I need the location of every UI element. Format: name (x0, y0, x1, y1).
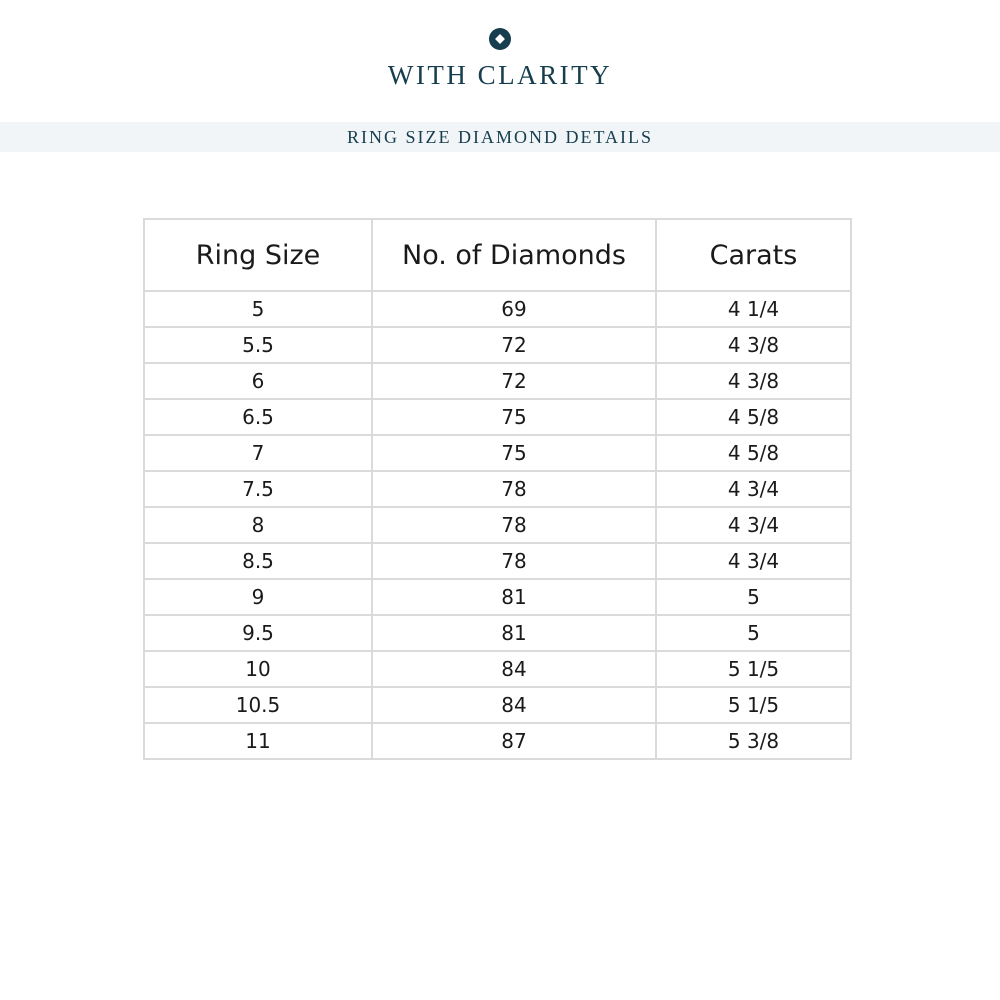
ring-size-table-container (143, 218, 852, 760)
cell-ring-size: 9 (144, 579, 372, 615)
cell-ring-size: 8 (144, 507, 372, 543)
table-row (144, 507, 851, 543)
table-row (144, 723, 851, 759)
table-row (144, 687, 851, 723)
ring-size-table (143, 218, 852, 760)
table-row (144, 291, 851, 327)
cell-diamond-count: 84 (372, 651, 656, 687)
cell-carats: 4 5/8 (656, 435, 851, 471)
cell-carats: 4 5/8 (656, 399, 851, 435)
cell-carats: 5 (656, 579, 851, 615)
cell-ring-size: 9.5 (144, 615, 372, 651)
cell-ring-size: 8.5 (144, 543, 372, 579)
cell-diamond-count: 81 (372, 615, 656, 651)
cell-diamond-count: 87 (372, 723, 656, 759)
diamond-logo-icon (489, 28, 511, 50)
cell-diamond-count: 72 (372, 363, 656, 399)
table-row (144, 651, 851, 687)
cell-diamond-count: 84 (372, 687, 656, 723)
table-row (144, 579, 851, 615)
table-row (144, 399, 851, 435)
column-header-diamond-count: No. of Diamonds (372, 219, 656, 291)
cell-ring-size: 10 (144, 651, 372, 687)
cell-diamond-count: 69 (372, 291, 656, 327)
table-row (144, 471, 851, 507)
column-header-ring-size: Ring Size (144, 219, 372, 291)
table-row (144, 435, 851, 471)
cell-carats: 5 1/5 (656, 687, 851, 723)
cell-carats: 5 1/5 (656, 651, 851, 687)
cell-ring-size: 5.5 (144, 327, 372, 363)
page-title: RING SIZE DIAMOND DETAILS (346, 127, 654, 147)
cell-carats: 5 3/8 (656, 723, 851, 759)
cell-carats: 4 3/4 (656, 471, 851, 507)
table-row (144, 363, 851, 399)
table-row (144, 543, 851, 579)
title-banner (0, 122, 1000, 152)
cell-carats: 4 3/4 (656, 543, 851, 579)
cell-diamond-count: 75 (372, 399, 656, 435)
cell-diamond-count: 78 (372, 543, 656, 579)
table-row (144, 327, 851, 363)
cell-carats: 4 3/8 (656, 327, 851, 363)
cell-ring-size: 11 (144, 723, 372, 759)
cell-ring-size: 7 (144, 435, 372, 471)
brand-name: WITH CLARITY (387, 60, 613, 90)
cell-ring-size: 7.5 (144, 471, 372, 507)
table-row (144, 615, 851, 651)
column-header-carats: Carats (656, 219, 851, 291)
cell-carats: 4 3/8 (656, 363, 851, 399)
cell-ring-size: 6 (144, 363, 372, 399)
cell-ring-size: 6.5 (144, 399, 372, 435)
cell-carats: 4 3/4 (656, 507, 851, 543)
cell-diamond-count: 78 (372, 471, 656, 507)
cell-diamond-count: 78 (372, 507, 656, 543)
cell-ring-size: 10.5 (144, 687, 372, 723)
cell-ring-size: 5 (144, 291, 372, 327)
cell-diamond-count: 81 (372, 579, 656, 615)
cell-carats: 4 1/4 (656, 291, 851, 327)
table-header-row (144, 219, 851, 291)
cell-carats: 5 (656, 615, 851, 651)
cell-diamond-count: 72 (372, 327, 656, 363)
cell-diamond-count: 75 (372, 435, 656, 471)
